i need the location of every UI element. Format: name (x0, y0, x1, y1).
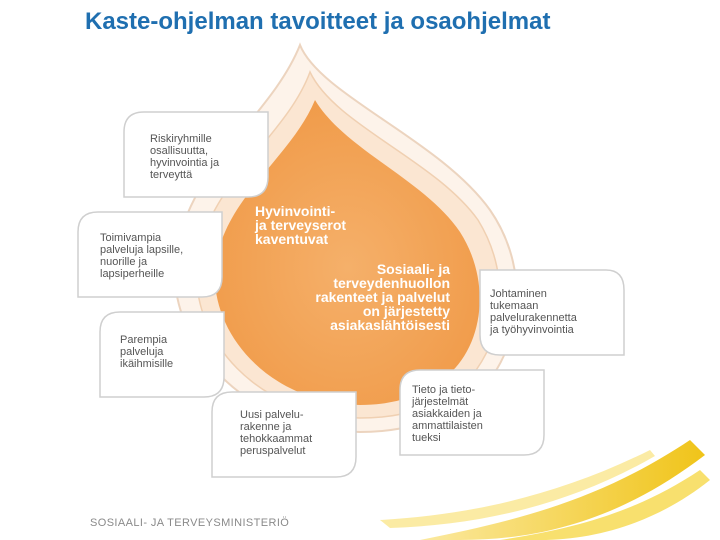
structure-line: asiakaslähtöisesti (330, 317, 450, 333)
subprogram-leadership (490, 288, 620, 336)
subprogram-line: hyvinvointia ja (150, 157, 220, 169)
subprogram-line: asiakkaiden ja (412, 408, 482, 420)
subprogram-line: Riskiryhmille (150, 133, 212, 145)
subprogram-line: järjestelmät (412, 396, 469, 408)
subprogram-structure (240, 409, 350, 457)
page-title: Kaste-ohjelman tavoitteet ja osaohjelmat (85, 8, 551, 35)
subprogram-line: Toimivampia (100, 232, 162, 244)
goal-line: ja terveyserot (255, 217, 347, 233)
subprogram-line: Parempia (120, 334, 168, 346)
ministry-footer: SOSIAALI- JA TERVEYSMINISTERIÖ (90, 517, 290, 529)
structure-line: on järjestetty (362, 303, 450, 319)
structure-line: Sosiaali- ja (376, 261, 450, 277)
subprogram-line: osallisuutta, (150, 145, 209, 157)
structure-goal-text (270, 262, 450, 332)
subprogram-risk-groups (150, 133, 258, 181)
subprogram-line: Johtaminen (490, 288, 547, 300)
subprogram-line: tukemaan (490, 300, 539, 312)
subprogram-line: peruspalvelut (240, 445, 306, 457)
subprogram-children (100, 232, 210, 280)
subprogram-line: rakenne ja (240, 421, 292, 433)
structure-line: terveydenhuollon (333, 275, 450, 291)
subprogram-line: terveyttä (150, 169, 193, 181)
subprogram-line: tehokkaammat (240, 433, 313, 445)
subprogram-line: ammattilaisten (412, 420, 483, 432)
goal-text (255, 204, 405, 246)
subprogram-line: palvelurakennetta (490, 312, 577, 324)
subprogram-line: ja työhyvinvointia (490, 324, 574, 336)
subprogram-it-systems (412, 384, 532, 444)
subprogram-line: palveluja lapsille, (100, 244, 184, 256)
subprogram-line: Tieto ja tieto- (412, 384, 476, 396)
goal-line: Hyvinvointi- (255, 203, 336, 219)
goal-line: kaventuvat (255, 231, 329, 247)
subprogram-elderly (120, 334, 210, 370)
subprogram-line: nuorille ja (100, 256, 148, 268)
subprogram-line: palveluja (120, 346, 164, 358)
subprogram-line: lapsiperheille (100, 268, 165, 280)
subprogram-line: ikäihmisille (120, 358, 174, 370)
structure-line: rakenteet ja palvelut (315, 289, 450, 305)
subprogram-line: Uusi palvelu- (240, 409, 304, 421)
subprogram-line: tueksi (412, 432, 441, 444)
